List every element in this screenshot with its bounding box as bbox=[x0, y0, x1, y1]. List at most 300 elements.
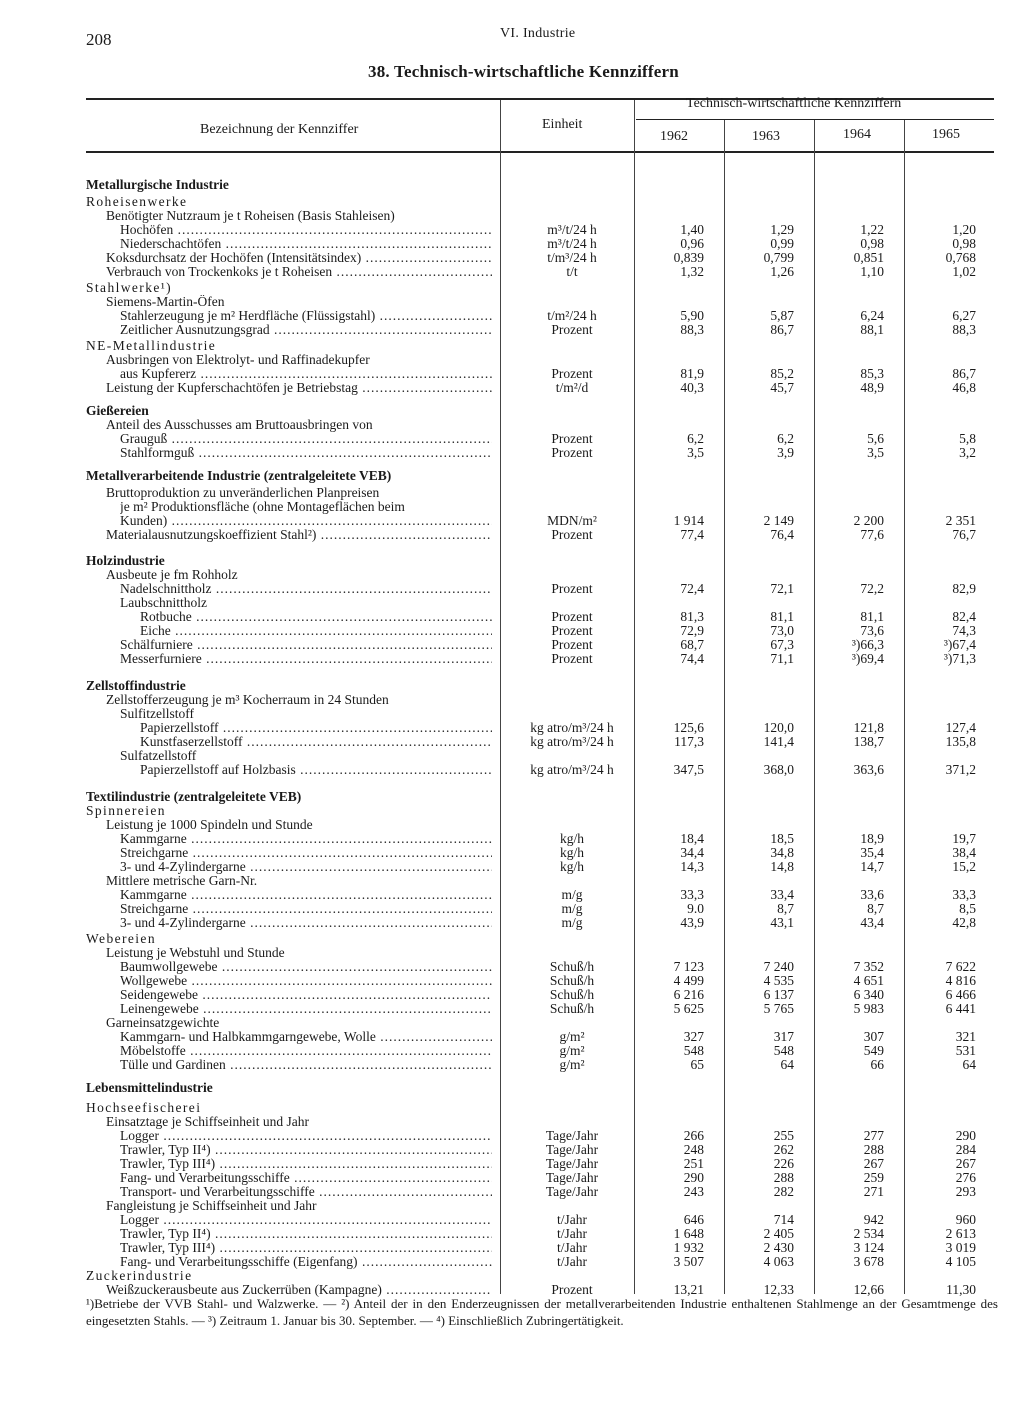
table-row bbox=[0, 404, 1024, 418]
value-1962: 77,4 bbox=[680, 527, 704, 542]
value-1962: 40,3 bbox=[680, 380, 704, 395]
value-1965: 4 105 bbox=[945, 1254, 976, 1269]
value-1963: 4 535 bbox=[763, 973, 794, 988]
value-1963: 73,0 bbox=[770, 623, 794, 638]
row-label: Tülle und Gardinen ..... bbox=[120, 1058, 492, 1072]
row-label: Eiche ..... bbox=[140, 624, 492, 638]
value-1965: 6,27 bbox=[952, 308, 976, 323]
table-row bbox=[0, 432, 1024, 446]
value-1965: 4 816 bbox=[945, 973, 976, 988]
row-label: Fang- und Verarbeitungsschiffe (Eigenfang) ..... bbox=[120, 1255, 492, 1269]
value-1964: 942 bbox=[863, 1212, 884, 1227]
value-1964: 12,66 bbox=[853, 1282, 884, 1297]
row-label: Anteil des Ausschusses am Bruttoausbringen von bbox=[106, 418, 373, 432]
table-row bbox=[0, 223, 1024, 237]
row-label: Transport- und Verarbeitungsschiffe ..... bbox=[120, 1185, 492, 1199]
table-row bbox=[0, 1227, 1024, 1241]
row-unit: Schuß/h bbox=[549, 959, 595, 974]
column-header-year: 1965 bbox=[932, 127, 960, 142]
row-label: Kunstfaserzellstoff ..... bbox=[140, 735, 492, 749]
value-1962: 327 bbox=[683, 1029, 704, 1044]
table-row bbox=[0, 1030, 1024, 1044]
value-1963: 76,4 bbox=[770, 527, 794, 542]
row-unit: t/m²/24 h bbox=[547, 308, 597, 323]
row-unit: Prozent bbox=[551, 431, 593, 446]
row-label: Papierzellstoff auf Holzbasis ..... bbox=[140, 763, 492, 777]
table-row bbox=[0, 988, 1024, 1002]
table-row bbox=[0, 1255, 1024, 1269]
table-row bbox=[0, 568, 1024, 582]
row-label: Ausbeute je fm Rohholz bbox=[106, 568, 238, 582]
row-unit: kg atro/m³/24 h bbox=[530, 720, 614, 735]
value-1962: 125,6 bbox=[673, 720, 704, 735]
value-1963: 1,29 bbox=[770, 222, 794, 237]
row-unit: kg atro/m³/24 h bbox=[530, 762, 614, 777]
value-1964: 72,2 bbox=[860, 581, 884, 596]
value-1964: 85,3 bbox=[860, 366, 884, 381]
table-row bbox=[0, 554, 1024, 568]
row-label: Hochöfen ..... bbox=[120, 223, 492, 237]
value-1964: 48,9 bbox=[860, 380, 884, 395]
row-label: Grauguß ..... bbox=[120, 432, 492, 446]
value-1964: 18,9 bbox=[860, 831, 884, 846]
value-1964: 288 bbox=[863, 1142, 884, 1157]
row-unit: Prozent bbox=[551, 527, 593, 542]
value-1964: 77,6 bbox=[860, 527, 884, 542]
row-label: Fang- und Verarbeitungsschiffe ..... bbox=[120, 1171, 492, 1185]
value-1962: 266 bbox=[683, 1128, 704, 1143]
value-1963: 3,9 bbox=[777, 445, 794, 460]
row-unit: t/t bbox=[566, 264, 578, 279]
row-unit: Tage/Jahr bbox=[545, 1170, 599, 1185]
value-1962: 548 bbox=[683, 1043, 704, 1058]
value-1962: 3 507 bbox=[673, 1254, 704, 1269]
row-unit: Tage/Jahr bbox=[545, 1142, 599, 1157]
value-1963: 33,4 bbox=[770, 887, 794, 902]
value-1963: 2 149 bbox=[763, 513, 794, 528]
row-unit: g/m² bbox=[559, 1043, 585, 1058]
row-label: NE-Metallindustrie bbox=[86, 339, 217, 353]
value-1964: 35,4 bbox=[860, 845, 884, 860]
column-header-year: 1963 bbox=[752, 129, 780, 144]
value-1962: 117,3 bbox=[674, 734, 704, 749]
value-1962: 0,839 bbox=[673, 250, 704, 265]
value-1965: 82,4 bbox=[952, 609, 976, 624]
row-unit: g/m² bbox=[559, 1057, 585, 1072]
row-unit: m/g bbox=[561, 915, 583, 930]
row-label: Trawler, Typ III⁴) ..... bbox=[120, 1241, 492, 1255]
value-1962: 18,4 bbox=[680, 831, 704, 846]
row-label: Leistung je Webstuhl und Stunde bbox=[106, 946, 285, 960]
value-1962: 81,9 bbox=[680, 366, 704, 381]
row-unit: Prozent bbox=[551, 651, 593, 666]
table-row bbox=[0, 295, 1024, 309]
value-1962: 88,3 bbox=[680, 322, 704, 337]
row-unit: Prozent bbox=[551, 445, 593, 460]
row-label: Metallurgische Industrie bbox=[86, 178, 229, 192]
table-row bbox=[0, 818, 1024, 832]
table-row bbox=[0, 974, 1024, 988]
table-row bbox=[0, 1058, 1024, 1072]
value-1962: 34,4 bbox=[680, 845, 704, 860]
value-1963: 255 bbox=[773, 1128, 794, 1143]
row-label: Holzindustrie bbox=[86, 554, 165, 568]
value-1965: 11,30 bbox=[946, 1282, 976, 1297]
table-row bbox=[0, 749, 1024, 763]
value-1962: 0,96 bbox=[680, 236, 704, 251]
row-unit: Schuß/h bbox=[549, 987, 595, 1002]
row-label: Trawler, Typ II⁴) ..... bbox=[120, 1227, 492, 1241]
row-label: Kammgarne ..... bbox=[120, 888, 492, 902]
value-1964: 6 340 bbox=[853, 987, 884, 1002]
value-1962: 5 625 bbox=[673, 1001, 704, 1016]
row-label: Leistung der Kupferschachtöfen je Betriebstag ..... bbox=[106, 381, 492, 395]
table-row bbox=[0, 251, 1024, 265]
value-1965: 293 bbox=[955, 1184, 976, 1199]
value-1965: 8,5 bbox=[959, 901, 976, 916]
table-row bbox=[0, 446, 1024, 460]
value-1964: 121,8 bbox=[853, 720, 884, 735]
value-1965: 5,8 bbox=[959, 431, 976, 446]
table-row bbox=[0, 1241, 1024, 1255]
row-label: Weißzuckerausbeute aus Zuckerrüben (Kampagne) ..... bbox=[106, 1283, 492, 1297]
value-1963: 7 240 bbox=[763, 959, 794, 974]
row-label: 3- und 4-Zylindergarne ..... bbox=[120, 916, 492, 930]
table-row bbox=[0, 874, 1024, 888]
table-row bbox=[0, 1002, 1024, 1016]
value-1965: 3,2 bbox=[959, 445, 976, 460]
value-1965: 64 bbox=[962, 1057, 976, 1072]
row-unit: t/Jahr bbox=[557, 1226, 587, 1241]
row-label: Materialausnutzungskoeffizient Stahl²) ..... bbox=[106, 528, 492, 542]
value-1962: 68,7 bbox=[680, 637, 704, 652]
table-row bbox=[0, 735, 1024, 749]
value-1963: 71,1 bbox=[770, 651, 794, 666]
value-1965: 19,7 bbox=[952, 831, 976, 846]
row-label: Benötigter Nutzraum je t Roheisen (Basis Stahleisen) bbox=[106, 209, 395, 223]
value-1965: 1,02 bbox=[952, 264, 976, 279]
table-row bbox=[0, 281, 1024, 295]
table-row bbox=[0, 265, 1024, 279]
value-1962: 243 bbox=[683, 1184, 704, 1199]
page-number: 208 bbox=[86, 30, 112, 49]
value-1965: 46,8 bbox=[952, 380, 976, 395]
row-unit: t/m³/24 h bbox=[547, 250, 597, 265]
value-1963: 6 137 bbox=[763, 987, 794, 1002]
table-row bbox=[0, 469, 1024, 483]
row-unit: Prozent bbox=[551, 366, 593, 381]
row-label: Nadelschnittholz ..... bbox=[120, 582, 492, 596]
value-1965: 15,2 bbox=[952, 859, 976, 874]
value-1963: 34,8 bbox=[770, 845, 794, 860]
table-row bbox=[0, 1101, 1024, 1115]
value-1964: 0,98 bbox=[860, 236, 884, 251]
value-1963: 67,3 bbox=[770, 637, 794, 652]
table-row bbox=[0, 916, 1024, 930]
value-1962: 6,2 bbox=[687, 431, 704, 446]
row-label: Siemens-Martin-Öfen bbox=[106, 295, 225, 309]
row-label: Ausbringen von Elektrolyt- und Raffinadekupfer bbox=[106, 353, 370, 367]
table-row bbox=[0, 679, 1024, 693]
value-1965: 290 bbox=[955, 1128, 976, 1143]
value-1962: 290 bbox=[683, 1170, 704, 1185]
table-row bbox=[0, 638, 1024, 652]
group-header-rule bbox=[636, 119, 994, 120]
value-1965: 76,7 bbox=[952, 527, 976, 542]
value-1964: 1,22 bbox=[860, 222, 884, 237]
table-row bbox=[0, 832, 1024, 846]
value-1962: 1 648 bbox=[673, 1226, 704, 1241]
table-row bbox=[0, 721, 1024, 735]
value-1962: 14,3 bbox=[680, 859, 704, 874]
value-1964: 3 678 bbox=[853, 1254, 884, 1269]
row-unit: Tage/Jahr bbox=[545, 1128, 599, 1143]
column-header-unit: Einheit bbox=[542, 117, 583, 132]
value-1964: 66 bbox=[870, 1057, 884, 1072]
row-label: Zellstoffindustrie bbox=[86, 679, 186, 693]
value-1964: 5,6 bbox=[867, 431, 884, 446]
row-unit: kg atro/m³/24 h bbox=[530, 734, 614, 749]
value-1963: 81,1 bbox=[770, 609, 794, 624]
row-label: Spinnereien bbox=[86, 804, 166, 818]
value-1965: 127,4 bbox=[945, 720, 976, 735]
row-label: Garneinsatzgewichte bbox=[106, 1016, 220, 1030]
row-label: Koksdurchsatz der Hochöfen (Intensitätsindex) ..... bbox=[106, 251, 492, 265]
table-row bbox=[0, 514, 1024, 528]
row-label: Trawler, Typ III⁴) ..... bbox=[120, 1157, 492, 1171]
row-label: Niederschachtöfen ..... bbox=[120, 237, 492, 251]
value-1963: 288 bbox=[773, 1170, 794, 1185]
table-row bbox=[0, 860, 1024, 874]
value-1963: 18,5 bbox=[770, 831, 794, 846]
row-unit: Prozent bbox=[551, 581, 593, 596]
row-unit: kg/h bbox=[559, 831, 584, 846]
row-unit: Schuß/h bbox=[549, 1001, 595, 1016]
row-label: Zellstofferzeugung je m³ Kocherraum in 24 Stunden bbox=[106, 693, 389, 707]
table-title: 38. Technisch-wirtschaftliche Kennziffern bbox=[368, 62, 679, 81]
value-1963: 5,87 bbox=[770, 308, 794, 323]
value-1965: 7 622 bbox=[945, 959, 976, 974]
row-label: Stahlwerke¹) bbox=[86, 281, 173, 295]
table-row bbox=[0, 237, 1024, 251]
value-1965: 2 613 bbox=[945, 1226, 976, 1241]
value-1965: 371,2 bbox=[945, 762, 976, 777]
value-1964: 8,7 bbox=[867, 901, 884, 916]
value-1964: 259 bbox=[863, 1170, 884, 1185]
value-1963: 12,33 bbox=[763, 1282, 794, 1297]
table-row bbox=[0, 528, 1024, 542]
table-row bbox=[0, 960, 1024, 974]
row-unit: g/m² bbox=[559, 1029, 585, 1044]
row-label: Wollgewebe ..... bbox=[120, 974, 492, 988]
value-1964: 2 200 bbox=[853, 513, 884, 528]
table-row bbox=[0, 1081, 1024, 1095]
table-row bbox=[0, 1115, 1024, 1129]
value-1965: 0,768 bbox=[945, 250, 976, 265]
value-1964: 43,4 bbox=[860, 915, 884, 930]
row-label: Roheisenwerke bbox=[86, 195, 188, 209]
row-label: Möbelstoffe ..... bbox=[120, 1044, 492, 1058]
value-1963: 2 405 bbox=[763, 1226, 794, 1241]
row-label: je m² Produktionsfläche (ohne Montageflächen beim bbox=[120, 500, 405, 514]
value-1963: 85,2 bbox=[770, 366, 794, 381]
value-1964: 3,5 bbox=[867, 445, 884, 460]
row-unit: Prozent bbox=[551, 609, 593, 624]
value-1963: 8,7 bbox=[777, 901, 794, 916]
value-1962: 33,3 bbox=[680, 887, 704, 902]
table-row bbox=[0, 1129, 1024, 1143]
value-1963: 120,0 bbox=[763, 720, 794, 735]
value-1965: 33,3 bbox=[952, 887, 976, 902]
value-1965: ³)71,3 bbox=[943, 651, 976, 666]
table-row bbox=[0, 846, 1024, 860]
value-1965: 82,9 bbox=[952, 581, 976, 596]
value-1965: 6 441 bbox=[945, 1001, 976, 1016]
row-label: Logger ..... bbox=[120, 1129, 492, 1143]
row-label: Webereien bbox=[86, 932, 156, 946]
value-1963: 0,99 bbox=[770, 236, 794, 251]
row-label: Schälfurniere ..... bbox=[120, 638, 492, 652]
value-1964: 549 bbox=[863, 1043, 884, 1058]
value-1962: 4 499 bbox=[673, 973, 704, 988]
row-label: Sulfatzellstoff bbox=[120, 749, 197, 763]
value-1964: 73,6 bbox=[860, 623, 884, 638]
value-1963: 43,1 bbox=[770, 915, 794, 930]
value-1964: 3 124 bbox=[853, 1240, 884, 1255]
row-label: Metallverarbeitende Industrie (zentralgeleitete VEB) bbox=[86, 469, 392, 483]
value-1963: 86,7 bbox=[770, 322, 794, 337]
row-label: Stahlerzeugung je m² Herdfläche (Flüssigstahl) ..... bbox=[120, 309, 492, 323]
value-1965: 1,20 bbox=[952, 222, 976, 237]
table-row bbox=[0, 1213, 1024, 1227]
value-1964: ³)66,3 bbox=[851, 637, 884, 652]
footnotes: ¹)Betriebe der VVB Stahl- und Walzwerke. — ²) Anteil der in den Enderzeugnissen der metallverarbeitenden Industrie enthaltenen Stahlmenge an der Gesamtmenge des eingesetzten Stahls. — ³) Zeitraum 1. Januar bis 30. September. — ⁴) Einschließlich Zubringertätigkeit. bbox=[86, 1296, 998, 1328]
value-1964: 88,1 bbox=[860, 322, 884, 337]
value-1965: 3 019 bbox=[945, 1240, 976, 1255]
table-row bbox=[0, 309, 1024, 323]
value-1965: 6 466 bbox=[945, 987, 976, 1002]
table-row bbox=[0, 596, 1024, 610]
value-1963: 0,799 bbox=[763, 250, 794, 265]
value-1962: 251 bbox=[683, 1156, 704, 1171]
row-label: Zuckerindustrie bbox=[86, 1269, 193, 1283]
row-unit: Tage/Jahr bbox=[545, 1156, 599, 1171]
value-1963: 548 bbox=[773, 1043, 794, 1058]
row-label: Stahlformguß ..... bbox=[120, 446, 492, 460]
row-unit: m³/t/24 h bbox=[547, 222, 597, 237]
value-1963: 714 bbox=[773, 1212, 794, 1227]
value-1964: 14,7 bbox=[860, 859, 884, 874]
table-row bbox=[0, 1044, 1024, 1058]
value-1963: 45,7 bbox=[770, 380, 794, 395]
value-1965: 88,3 bbox=[952, 322, 976, 337]
value-1964: 6,24 bbox=[860, 308, 884, 323]
value-1963: 141,4 bbox=[763, 734, 794, 749]
row-unit: kg/h bbox=[559, 845, 584, 860]
table-row bbox=[0, 1157, 1024, 1171]
table-row bbox=[0, 1283, 1024, 1297]
value-1963: 2 430 bbox=[763, 1240, 794, 1255]
value-1964: 267 bbox=[863, 1156, 884, 1171]
value-1965: 276 bbox=[955, 1170, 976, 1185]
row-label: Trawler, Typ II⁴) ..... bbox=[120, 1143, 492, 1157]
row-label: Streichgarne ..... bbox=[120, 846, 492, 860]
value-1964: 0,851 bbox=[853, 250, 884, 265]
table-row bbox=[0, 763, 1024, 777]
value-1964: 271 bbox=[863, 1184, 884, 1199]
table-row bbox=[0, 624, 1024, 638]
row-label: Einsatztage je Schiffseinheit und Jahr bbox=[106, 1115, 309, 1129]
value-1965: 42,8 bbox=[952, 915, 976, 930]
table-row bbox=[0, 418, 1024, 432]
value-1962: 43,9 bbox=[680, 915, 704, 930]
table-row bbox=[0, 707, 1024, 721]
value-1963: 5 765 bbox=[763, 1001, 794, 1016]
table-row bbox=[0, 367, 1024, 381]
row-label: Seidengewebe ..... bbox=[120, 988, 492, 1002]
table-row bbox=[0, 652, 1024, 666]
value-1962: 72,4 bbox=[680, 581, 704, 596]
table-row bbox=[0, 500, 1024, 514]
table-row bbox=[0, 195, 1024, 209]
row-label: Logger ..... bbox=[120, 1213, 492, 1227]
table-row bbox=[0, 693, 1024, 707]
table-row bbox=[0, 1016, 1024, 1030]
row-label: Streichgarne ..... bbox=[120, 902, 492, 916]
row-label: Gießereien bbox=[86, 404, 149, 418]
table-row bbox=[0, 610, 1024, 624]
value-1964: 1,10 bbox=[860, 264, 884, 279]
row-label: Kunden) ..... bbox=[120, 514, 492, 528]
value-1965: 74,3 bbox=[952, 623, 976, 638]
value-1965: ³)67,4 bbox=[943, 637, 976, 652]
value-1962: 72,9 bbox=[680, 623, 704, 638]
row-label: Rotbuche ..... bbox=[140, 610, 492, 624]
value-1963: 4 063 bbox=[763, 1254, 794, 1269]
table-row bbox=[0, 1269, 1024, 1283]
row-label: Kammgarn- und Halbkammgarngewebe, Wolle ..... bbox=[120, 1030, 492, 1044]
row-label: Sulfitzellstoff bbox=[120, 707, 194, 721]
value-1963: 226 bbox=[773, 1156, 794, 1171]
row-label: Textilindustrie (zentralgeleitete VEB) bbox=[86, 790, 302, 804]
row-label: Hochseefischerei bbox=[86, 1101, 202, 1115]
table-row bbox=[0, 178, 1024, 192]
value-1962: 13,21 bbox=[673, 1282, 704, 1297]
row-label: Bruttoproduktion zu unveränderlichen Planpreisen bbox=[106, 486, 380, 500]
row-unit: Schuß/h bbox=[549, 973, 595, 988]
table-row bbox=[0, 888, 1024, 902]
value-1964: 363,6 bbox=[853, 762, 884, 777]
value-1964: 33,6 bbox=[860, 887, 884, 902]
value-1964: 138,7 bbox=[853, 734, 884, 749]
value-1963: 317 bbox=[773, 1029, 794, 1044]
table-row bbox=[0, 339, 1024, 353]
value-1962: 65 bbox=[690, 1057, 704, 1072]
value-1962: 1,32 bbox=[680, 264, 704, 279]
value-1962: 74,4 bbox=[680, 651, 704, 666]
row-unit: MDN/m² bbox=[547, 513, 597, 528]
value-1962: 1,40 bbox=[680, 222, 704, 237]
column-group-header: Technisch-wirtschaftliche Kennziffern bbox=[686, 96, 902, 111]
row-label: aus Kupfererz ..... bbox=[120, 367, 492, 381]
value-1965: 960 bbox=[955, 1212, 976, 1227]
column-header-year: 1962 bbox=[660, 129, 688, 144]
row-unit: Tage/Jahr bbox=[545, 1184, 599, 1199]
value-1965: 2 351 bbox=[945, 513, 976, 528]
row-label: Zeitlicher Ausnutzungsgrad ..... bbox=[120, 323, 492, 337]
table-row bbox=[0, 804, 1024, 818]
value-1964: 4 651 bbox=[853, 973, 884, 988]
